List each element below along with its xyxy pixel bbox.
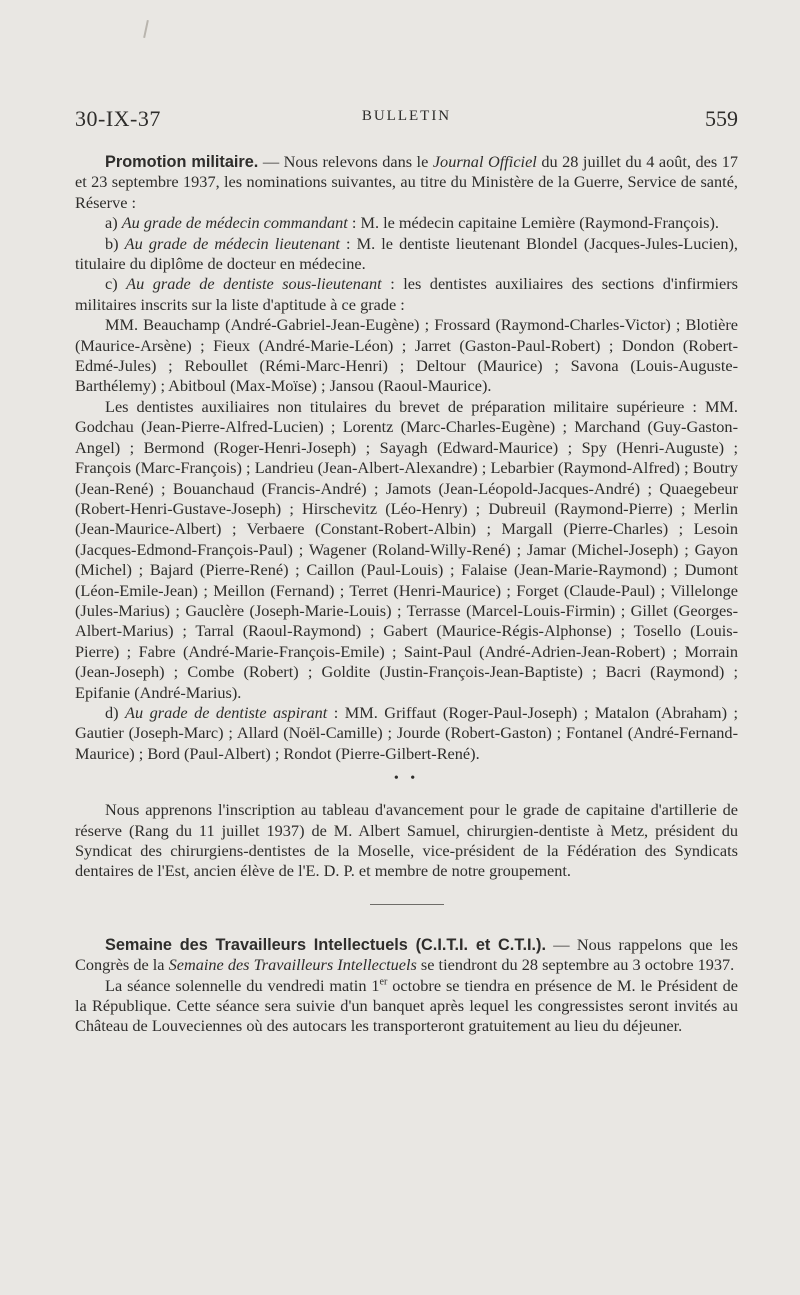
page-number: 559 <box>705 106 738 131</box>
page-header <box>75 102 738 136</box>
promotion-item-b: b) Au grade de médecin lieutenant : M. le dentiste lieutenant Blondel (Jacques-Jules-Lucien), titulaire du diplôme de docteur en médecine. <box>75 233 738 274</box>
paper-mark <box>143 20 149 38</box>
header-date: 30-IX-37 <box>75 106 161 131</box>
semaine-seance-paragraph: La séance solennelle du vendredi matin 1er octobre se tiendra en présence de M. le Président de la République. Cette séance sera suivie d'un banquet après lequel les congressistes seront invités au Château de Louveciennes où des autocars les transporteront gratuitement au lieu du déjeuner. <box>75 975 738 1036</box>
journal-officiel-ref: Journal Officiel <box>432 152 537 171</box>
semaine-intro: Semaine des Travailleurs Intellectuels (C.I.T.I. et C.T.I.). — Nous rappelons que les Congrès de la Semaine des Travailleurs Intellectuels se tiendront du 28 septembre au 3 octobre 1937. <box>75 934 738 975</box>
semaine-heading: Semaine des Travailleurs Intellectuels <box>105 935 408 954</box>
section-separator-dots: • • <box>393 771 420 787</box>
article-body <box>75 152 738 1037</box>
promotion-item-c-list: MM. Beauchamp (André-Gabriel-Jean-Eugène) ; Frossard (Raymond-Charles-Victor) ; Blotière (Maurice-Arsène) ; Fieux (André-Marie-Léon) ; Jarret (Gaston-Paul-Robert) ; Dondon (Robert-Edmé-Jules) ; Reboullet (Rémi-Marc-Henri) ; Deltour (Maurice) ; Savona (Louis-Auguste-Barthélemy) ; Abitboul (Max-Moïse) ; Jansou (Raoul-Maurice). <box>75 315 738 396</box>
promotion-item-a: a) Au grade de médecin commandant : M. le médecin capitaine Lemière (Raymond-François). <box>105 213 719 233</box>
promotion-heading: Promotion militaire. <box>105 153 259 171</box>
promotion-intro: Promotion militaire. — Nous relevons dans le Journal Officiel du 28 juillet du 4 août, des 17 et 23 septembre 1937, les nominations suivantes, au titre du Ministère de la Guerre, Service de santé, Réserve : <box>75 152 738 212</box>
samuel-paragraph: Nous apprenons l'inscription au tableau d'avancement pour le grade de capitaine d'artillerie de réserve (Rang du 11 juillet 1937) de M. Albert Samuel, chirurgien-dentiste à Metz, président du Syndicat des chirurgiens-dentistes de la Moselle, vice-président de la Fédération des Syndicats dentaires de l'Est, ancien élève de l'E. D. P. et membre de notre groupement. <box>75 800 738 881</box>
header-journal-title: BULLETIN <box>361 108 452 124</box>
promotion-item-c: c) Au grade de dentiste sous-lieutenant : les dentistes auxiliaires des sections d'infirmiers militaires inscrits sur la liste d'aptitude à ce grade : <box>75 274 739 314</box>
promotion-item-c-non-titulaires: Les dentistes auxiliaires non titulaires du brevet de préparation militaire supérieure : MM. Godchau (Jean-Pierre-Alfred-Lucien) ; Lorentz (Marc-Charles-Eugène) ; Marchand (Guy-Gaston-Angel) ; Bermond (Roger-Henri-Joseph) ; Sayagh (Edward-Maurice) ; Spy (Henri-Auguste) ; François (Marc-François) ; Landrieu (Jean-Albert-Alexandre) ; Lebarbier (Raymond-Alfred) ; Boutry (Jean-René) ; Bouanchaud (Francis-André) ; Jamots (Jean-Léopold-Jacques-André) ; Quaegebeur (Robert-Henri-Gustave-Joseph) ; Hirschevitz (Léo-Henry) ; Dubreuil (Raymond-Pierre) ; Merlin (Jean-Maurice-Albert) ; Verbaere (Constant-Robert-Albin) ; Margall (Pierre-Charles) ; Lesoin (Jacques-Edmond-François-Paul) ; Wagener (Roland-Willy-René) ; Jamar (Michel-Joseph) ; Gayon (Michel) ; Bajard (Pierre-René) ; Caillon (Paul-Louis) ; Falaise (Jean-Marie-Raymond) ; Dumont (Léon-Emile-Jean) ; Meillon (Fernand) ; Terret (Henri-Maurice) ; Forget (Claude-Paul) ; Villelonge (Jules-Marius) ; Gauclère (Joseph-Marie-Louis) ; Terrasse (Marcel-Louis-Firmin) ; Gillet (Georges-Albert-Marius) ; Tarral (Raoul-Raymond) ; Gabert (Maurice-Régis-Alphonse) ; Tosello (Louis-Pierre) ; Fabre (André-Marie-François-Emile) ; Saint-Paul (André-Adrien-Jean-Robert) ; Morrain (Jean-Joseph) ; Combe (Robert) ; Goldite (Justin-François-Jean-Baptiste) ; Bacri (Raymond) ; Epifanie (André-Marius). <box>75 396 738 702</box>
section-divider <box>370 904 444 905</box>
promotion-item-d: d) Au grade de dentiste aspirant : MM. Griffaut (Roger-Paul-Joseph) ; Matalon (Abraham) ; Gautier (Joseph-Marc) ; Allard (Noël-Camille) ; Jourde (Robert-Gaston) ; Fontanel (André-Fernand-Maurice) ; Bord (Paul-Albert) ; Rondot (Pierre-Gilbert-René). <box>75 702 738 763</box>
